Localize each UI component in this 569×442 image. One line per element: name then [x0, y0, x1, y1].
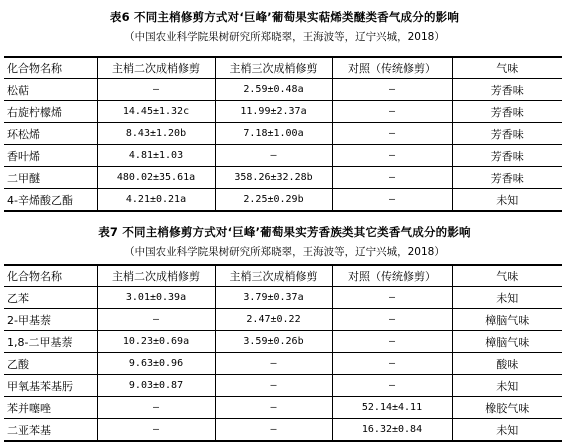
value-cell: 9.03±0.87 [97, 375, 215, 397]
value-cell: 2.25±0.29b [215, 189, 332, 212]
table-row [4, 309, 562, 331]
compound-cell: 环松烯 [4, 123, 97, 145]
table-row [4, 79, 562, 101]
value-cell: 3.01±0.39a [97, 287, 215, 309]
value-cell: — [332, 375, 452, 397]
table6-title: 表6 不同主梢修剪方式对‘巨峰’葡萄果实萜烯类醚类香气成分的影响 [109, 10, 460, 24]
value-cell: 16.32±0.84 [332, 419, 452, 442]
table7-source: （中国农业科学院果树研究所郑晓翠，王海波等，辽宁兴城，2018） [124, 246, 445, 258]
col-header-compound: 化合物名称 [4, 57, 97, 79]
value-cell: — [215, 145, 332, 167]
table6-source: （中国农业科学院果树研究所郑晓翠，王海波等，辽宁兴城，2018） [124, 31, 445, 43]
value-cell: — [332, 79, 452, 101]
odor-cell: 未知 [452, 419, 562, 442]
value-cell: 4.21±0.21a [97, 189, 215, 212]
value-cell: 358.26±32.28b [215, 167, 332, 189]
value-cell: 52.14±4.11 [332, 397, 452, 419]
compound-cell: 2-甲基萘 [4, 309, 97, 331]
odor-cell: 芳香味 [452, 167, 562, 189]
table-row [4, 145, 562, 167]
value-cell: 8.43±1.20b [97, 123, 215, 145]
odor-cell: 樟脑气味 [452, 309, 562, 331]
value-cell: — [332, 331, 452, 353]
table6-header-row [4, 57, 562, 79]
value-cell: 480.02±35.61a [97, 167, 215, 189]
compound-cell: 香叶烯 [4, 145, 97, 167]
table-row [4, 101, 562, 123]
odor-cell: 未知 [452, 375, 562, 397]
table-row [4, 353, 562, 375]
table-row [4, 167, 562, 189]
value-cell: — [97, 397, 215, 419]
table-row [4, 189, 562, 212]
value-cell: — [332, 123, 452, 145]
col-header-tertiary-pruning: 主梢三次成梢修剪 [215, 57, 332, 79]
compound-cell: 苯并噻唑 [4, 397, 97, 419]
table7-header-row [4, 265, 562, 287]
value-cell: — [97, 419, 215, 442]
value-cell: 14.45±1.32c [97, 101, 215, 123]
value-cell: — [332, 145, 452, 167]
compound-cell: 二甲醚 [4, 167, 97, 189]
value-cell: 3.79±0.37a [215, 287, 332, 309]
odor-cell: 未知 [452, 189, 562, 212]
table7 [4, 264, 562, 442]
value-cell: — [215, 353, 332, 375]
value-cell: 7.18±1.00a [215, 123, 332, 145]
table-row [4, 123, 562, 145]
odor-cell: 橡胶气味 [452, 397, 562, 419]
col-header-compound: 化合物名称 [4, 265, 97, 287]
table7-title: 表7 不同主梢修剪方式对‘巨峰’葡萄果实芳香族类其它类香气成分的影响 [98, 225, 471, 239]
table-row [4, 287, 562, 309]
table-row [4, 331, 562, 353]
col-header-tertiary-pruning: 主梢三次成梢修剪 [215, 265, 332, 287]
compound-cell: 乙酸 [4, 353, 97, 375]
odor-cell: 芳香味 [452, 79, 562, 101]
table-row [4, 397, 562, 419]
compound-cell: 松萜 [4, 79, 97, 101]
col-header-control: 对照（传统修剪） [332, 57, 452, 79]
compound-cell: 右旋柠檬烯 [4, 101, 97, 123]
odor-cell: 芳香味 [452, 145, 562, 167]
value-cell: — [215, 397, 332, 419]
compound-cell: 甲氧基苯基肟 [4, 375, 97, 397]
value-cell: — [332, 189, 452, 212]
value-cell: — [332, 167, 452, 189]
value-cell: — [97, 79, 215, 101]
value-cell: 2.59±0.48a [215, 79, 332, 101]
col-header-secondary-pruning: 主梢二次成梢修剪 [97, 265, 215, 287]
value-cell: 10.23±0.69a [97, 331, 215, 353]
value-cell: — [332, 353, 452, 375]
odor-cell: 未知 [452, 287, 562, 309]
value-cell: — [97, 309, 215, 331]
compound-cell: 二亚苯基 [4, 419, 97, 442]
odor-cell: 樟脑气味 [452, 331, 562, 353]
value-cell: 11.99±2.37a [215, 101, 332, 123]
col-header-odor: 气味 [452, 265, 562, 287]
odor-cell: 芳香味 [452, 123, 562, 145]
value-cell: — [215, 419, 332, 442]
value-cell: — [332, 287, 452, 309]
col-header-control: 对照（传统修剪） [332, 265, 452, 287]
value-cell: — [215, 375, 332, 397]
value-cell: 3.59±0.26b [215, 331, 332, 353]
value-cell: 4.81±1.03 [97, 145, 215, 167]
odor-cell: 酸味 [452, 353, 562, 375]
col-header-secondary-pruning: 主梢二次成梢修剪 [97, 57, 215, 79]
odor-cell: 芳香味 [452, 101, 562, 123]
compound-cell: 乙苯 [4, 287, 97, 309]
compound-cell: 4-辛烯酸乙酯 [4, 189, 97, 212]
value-cell: — [332, 101, 452, 123]
table6 [4, 56, 562, 212]
value-cell: 9.63±0.96 [97, 353, 215, 375]
col-header-odor: 气味 [452, 57, 562, 79]
compound-cell: 1,8-二甲基萘 [4, 331, 97, 353]
value-cell: 2.47±0.22 [215, 309, 332, 331]
value-cell: — [332, 309, 452, 331]
table-row [4, 375, 562, 397]
